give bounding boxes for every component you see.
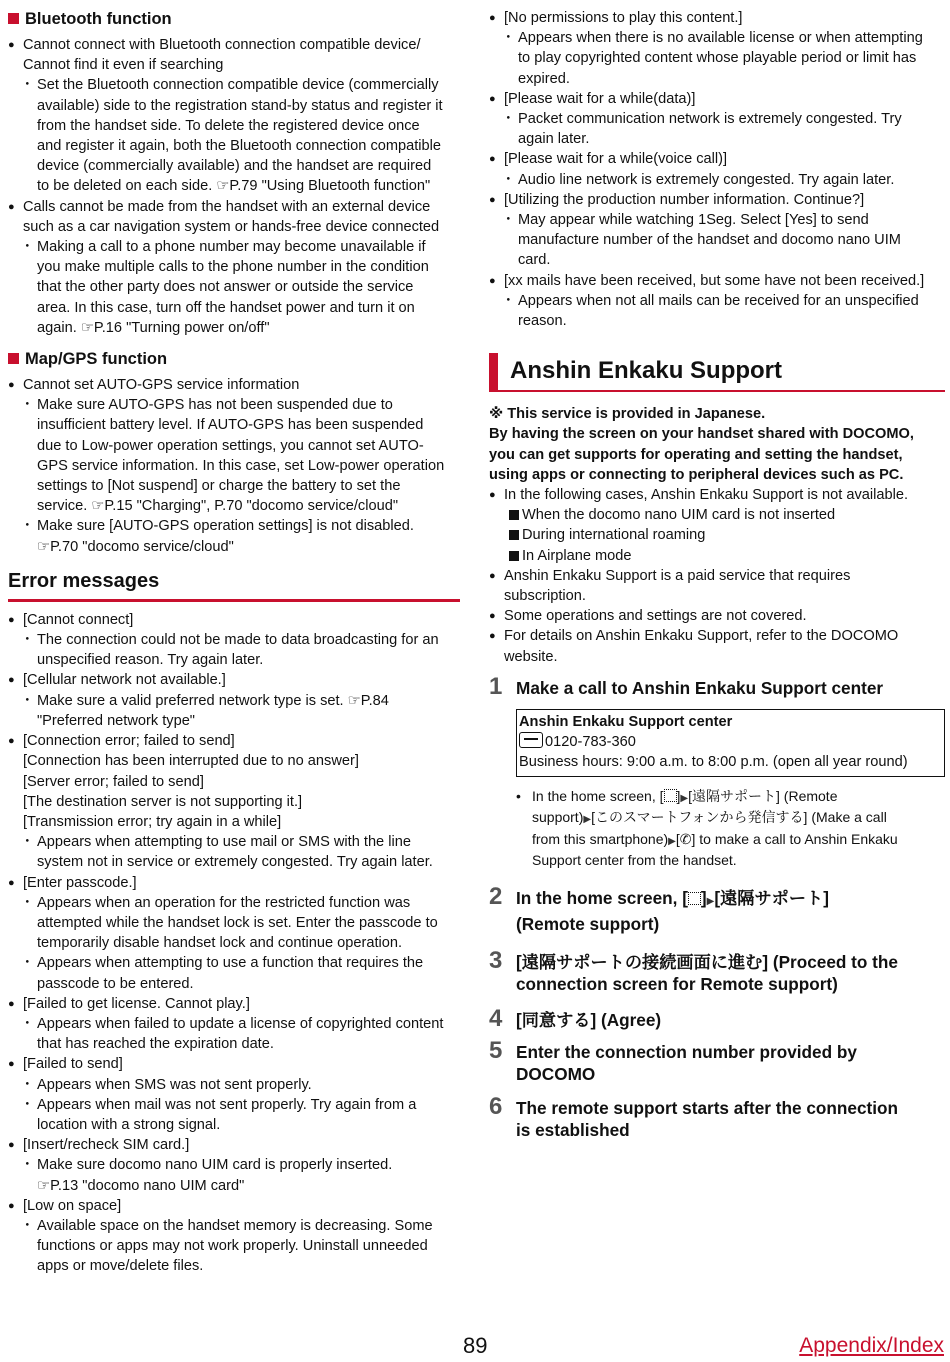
apps-grid-icon [688,892,701,905]
list-item: ● Anshin Enkaku Support is a paid service that requires subscription. [489,566,945,606]
sub-item: ・ May appear while watching 1Seg. Select [Yes] to send manufacture number of the handset and docomo nano UIM card. [489,210,945,271]
page-number: 89 [463,1333,488,1358]
sub-item: ・ Available space on the handset memory is decreasing. Some functions or apps may not work properly. Uninstall unneeded apps or move/delete files. [8,1216,460,1277]
sub-item: ・ Appears when failed to update a license of copyrighted content that has reached the expiration date. [8,1014,460,1054]
support-center-phone: 0120-783-360 [519,732,939,752]
step-4: 4 [同意する] (Agree) [489,1004,662,1032]
sub-item: ・ Make sure AUTO-GPS has not been suspended due to insufficient battery level. If AUTO-GPS has been suspended due to Low-power operation settings, you cannot set AUTO- GPS service information. In this case, set Low-power operation settings to [Not suspend] or charge the battery to set the service. ☞P.15 "Charging", P.70 "docomo service/cloud" [8,395,460,516]
list-item: ● For details on Anshin Enkaku Support, refer to the DOCOMO website. [489,626,945,666]
sub-item: ・ Make sure [AUTO-GPS operation settings] is not disabled. ☞P.70 "docomo service/cloud" [8,516,460,556]
apps-grid-icon [664,789,677,802]
sub-item: ・ Appears when attempting to use mail or SMS with the line system not in service or extremely congested. Try again later. [8,832,460,872]
step-5: 5 Enter the connection number provided by DOCOMO [489,1036,857,1084]
square-bullet-icon [8,13,19,24]
list-item: ● Some operations and settings are not covered. [489,606,945,626]
bluetooth-heading: Bluetooth function [8,8,460,30]
list-item: ● [Failed to get license. Cannot play.] [8,994,460,1014]
arrow-right-icon: ▶ [668,835,676,847]
list-item: ● In the following cases, Anshin Enkaku Support is not available. [489,485,945,505]
sub-item: ・ Packet communication network is extremely congested. Try again later. [489,109,945,149]
support-center-box [516,709,945,777]
support-center-hours: Business hours: 9:00 a.m. to 8:00 p.m. (open all year round) [519,754,908,771]
right-column [489,8,945,1147]
list-item: ● [Please wait for a while(data)] [489,89,945,109]
sub-item: ・ Appears when there is no available license or when attempting to play copyrighted content whose playable period or limit has expired. [489,28,945,89]
square-list-item: In Airplane mode [489,546,945,566]
list-item: ● [Enter passcode.] [8,873,460,893]
square-list-item: During international roaming [489,525,945,545]
list-item: ● [No permissions to play this content.] [489,8,945,28]
list-item: ● [Please wait for a while(voice call)] [489,149,945,169]
sub-item: ・ The connection could not be made to data broadcasting for an unspecified reason. Try again later. [8,630,460,670]
list-item: ● [xx mails have been received, but some have not been received.] [489,271,945,291]
arrow-right-icon: ▶ [583,814,592,825]
sub-item: ・ Appears when not all mails can be received for an unspecified reason. [489,291,945,331]
list-item: ● [Failed to send] [8,1054,460,1074]
sub-item: ・ Appears when attempting to use a function that requires the passcode to be entered. [8,953,460,993]
square-list-item: When the docomo nano UIM card is not inserted [489,505,945,525]
step-3: 3 [遠隔サポートの接続画面に進む] (Proceed to the connection screen for Remote support) [489,946,898,994]
step-1: 1 Make a call to Anshin Enkaku Support center [489,672,884,700]
sub-item: ・ Make sure docomo nano UIM card is properly inserted. ☞P.13 "docomo nano UIM card" [8,1155,460,1195]
list-item: ● [Connection error; failed to send] [8,731,460,751]
sub-item: ・ Make sure a valid preferred network type is set. ☞P.84 "Preferred network type" [8,691,460,731]
anshin-heading: Anshin Enkaku Support [489,353,945,392]
list-item: ● [Low on space] [8,1196,460,1216]
list-item: ● Calls cannot be made from the handset with an external device such as a car navigation system or hands-free device connected [8,197,460,237]
sub-item: ・ Appears when mail was not sent properly. Try again from a location with a strong signal. [8,1095,460,1135]
arrow-right-icon: ▶ [706,895,715,907]
error-messages-heading: Error messages [8,569,460,602]
square-bullet-icon [8,353,19,364]
list-item: ● [Insert/recheck SIM card.] [8,1135,460,1155]
phone-icon [519,732,543,748]
step-2: 2 In the home screen, [ ]▶[遠隔サポート] (Remote support) [489,882,829,934]
left-column [8,8,460,1277]
arrow-right-icon: ▶ [680,792,689,804]
sub-item: ・ Making a call to a phone number may become unavailable if you make multiple calls to the phone number in the condition that the other party does not answer or outside the service area. In this case, turn off the handset power and turn it on again. ☞P.16 "Turning power on/off" [8,237,460,338]
intro-text: ※ This service is provided in Japanese. By having the screen on your handset shared with DOCOMO, you can get supports for operating and setting the handset, using apps or connecting to peripheral devices such as PC. [489,406,914,483]
sub-item: ・ Set the Bluetooth connection compatible device (commercially available) side to the registration stand-by status and register it from the handset side. To delete the registered device once and register it again, both the Bluetooth connection compatible device (commercially available) and the handset are required to be deleted on each side. ☞P.79 "Using Bluetooth function" [8,75,460,196]
list-item-continued: [Connection has been interrupted due to no answer] [Server error; failed to send] [The destination server is not supporting it.] [Transmission error; try again in a while] [23,753,359,830]
list-item: ● Cannot set AUTO-GPS service information [8,375,460,395]
step-1-detail: • In the home screen, [ ]▶[遠隔サポート] (Remote support)▶[このスマートフォンから発信する] (Make a call from this smartphone)▶[✆] to make a call to Anshin Enkaku Support center from the handset. [489,787,945,871]
list-item: ● [Cannot connect] [8,610,460,630]
support-center-title: Anshin Enkaku Support center [519,713,733,730]
list-item: ● Cannot connect with Bluetooth connection compatible device/ Cannot find it even if searching [8,35,460,75]
map-gps-heading: Map/GPS function [8,348,460,370]
sub-item: ・ Appears when an operation for the restricted function was attempted while the handset lock is set. Enter the passcode to temporarily disable handset lock and continue operation. [8,893,460,954]
appendix-index-link[interactable]: Appendix/Index [799,1334,944,1357]
list-item: ● [Utilizing the production number information. Continue?] [489,190,945,210]
list-item: ● [Cellular network not available.] [8,670,460,690]
sub-item: ・ Audio line network is extremely congested. Try again later. [489,170,945,190]
step-6: 6 The remote support starts after the connection is established [489,1092,899,1140]
sub-item: ・ Appears when SMS was not sent properly. [8,1075,460,1095]
